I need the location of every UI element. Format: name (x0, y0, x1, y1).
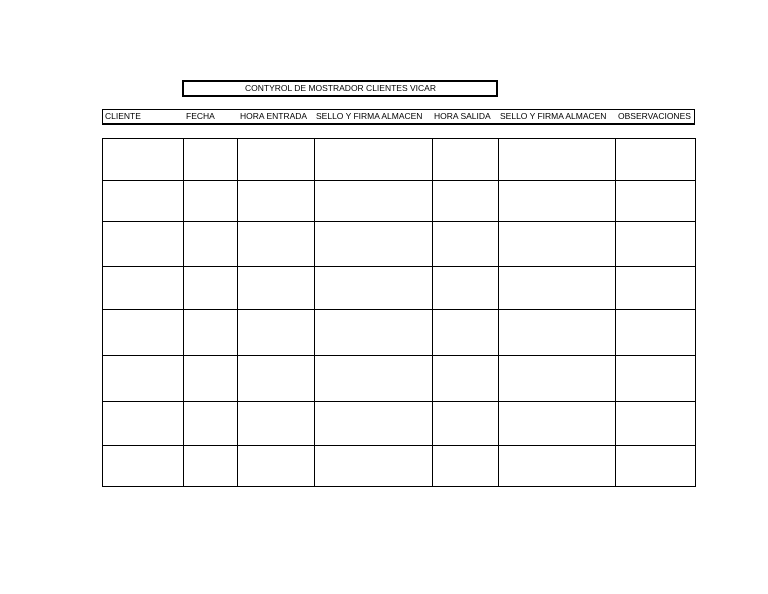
table-cell[interactable] (238, 401, 315, 445)
table-cell[interactable] (238, 181, 315, 222)
table-cell[interactable] (184, 401, 238, 445)
header-fecha: FECHA (186, 111, 215, 121)
table-cell[interactable] (499, 267, 616, 310)
table-cell[interactable] (433, 310, 499, 355)
table-cell[interactable] (616, 181, 696, 222)
header-sello-firma-1: SELLO Y FIRMA ALMACEN (316, 111, 423, 121)
table-cell[interactable] (433, 355, 499, 401)
table-cell[interactable] (238, 222, 315, 267)
table-cell[interactable] (499, 355, 616, 401)
table-cell[interactable] (238, 267, 315, 310)
table-cell[interactable] (103, 445, 184, 486)
table-cell[interactable] (499, 222, 616, 267)
table-cell[interactable] (315, 267, 433, 310)
table-cell[interactable] (103, 401, 184, 445)
table-cell[interactable] (184, 139, 238, 181)
table-cell[interactable] (433, 181, 499, 222)
table-cell[interactable] (103, 310, 184, 355)
entry-grid (102, 138, 696, 487)
table-cell[interactable] (499, 181, 616, 222)
table-cell[interactable] (184, 310, 238, 355)
table-cell[interactable] (315, 139, 433, 181)
header-hora-salida: HORA SALIDA (434, 111, 491, 121)
table-cell[interactable] (315, 355, 433, 401)
table-cell[interactable] (499, 310, 616, 355)
table-row (103, 355, 696, 401)
header-sello-firma-2: SELLO Y FIRMA ALMACEN (500, 111, 607, 121)
table-cell[interactable] (616, 401, 696, 445)
table-cell[interactable] (616, 355, 696, 401)
table-cell[interactable] (103, 267, 184, 310)
table-cell[interactable] (315, 401, 433, 445)
column-header-row (102, 109, 695, 125)
table-cell[interactable] (315, 310, 433, 355)
table-cell[interactable] (238, 445, 315, 486)
table-cell[interactable] (103, 222, 184, 267)
table-cell[interactable] (184, 222, 238, 267)
header-cliente: CLIENTE (105, 111, 141, 121)
table-cell[interactable] (433, 401, 499, 445)
table-cell[interactable] (184, 181, 238, 222)
table-row (103, 139, 696, 181)
table-cell[interactable] (103, 139, 184, 181)
table-cell[interactable] (616, 310, 696, 355)
table-cell[interactable] (238, 355, 315, 401)
table-cell[interactable] (315, 181, 433, 222)
table-row (103, 401, 696, 445)
table-row (103, 181, 696, 222)
table-cell[interactable] (238, 310, 315, 355)
header-observaciones: OBSERVACIONES (618, 111, 691, 121)
table-cell[interactable] (499, 401, 616, 445)
form-title: CONTYROL DE MOSTRADOR CLIENTES VICAR (182, 80, 498, 97)
table-cell[interactable] (616, 139, 696, 181)
table-cell[interactable] (616, 445, 696, 486)
table-row (103, 267, 696, 310)
table-cell[interactable] (433, 139, 499, 181)
table-cell[interactable] (433, 222, 499, 267)
table-row (103, 310, 696, 355)
table-cell[interactable] (238, 139, 315, 181)
table-cell[interactable] (616, 267, 696, 310)
table-cell[interactable] (499, 139, 616, 181)
table-cell[interactable] (315, 222, 433, 267)
table-cell[interactable] (184, 445, 238, 486)
table-cell[interactable] (616, 222, 696, 267)
table-cell[interactable] (184, 267, 238, 310)
table-cell[interactable] (103, 181, 184, 222)
table-cell[interactable] (433, 267, 499, 310)
table-cell[interactable] (103, 355, 184, 401)
table-row (103, 445, 696, 486)
table-row (103, 222, 696, 267)
table-cell[interactable] (184, 355, 238, 401)
table-cell[interactable] (315, 445, 433, 486)
table-cell[interactable] (499, 445, 616, 486)
table-cell[interactable] (433, 445, 499, 486)
header-hora-entrada: HORA ENTRADA (240, 111, 308, 121)
